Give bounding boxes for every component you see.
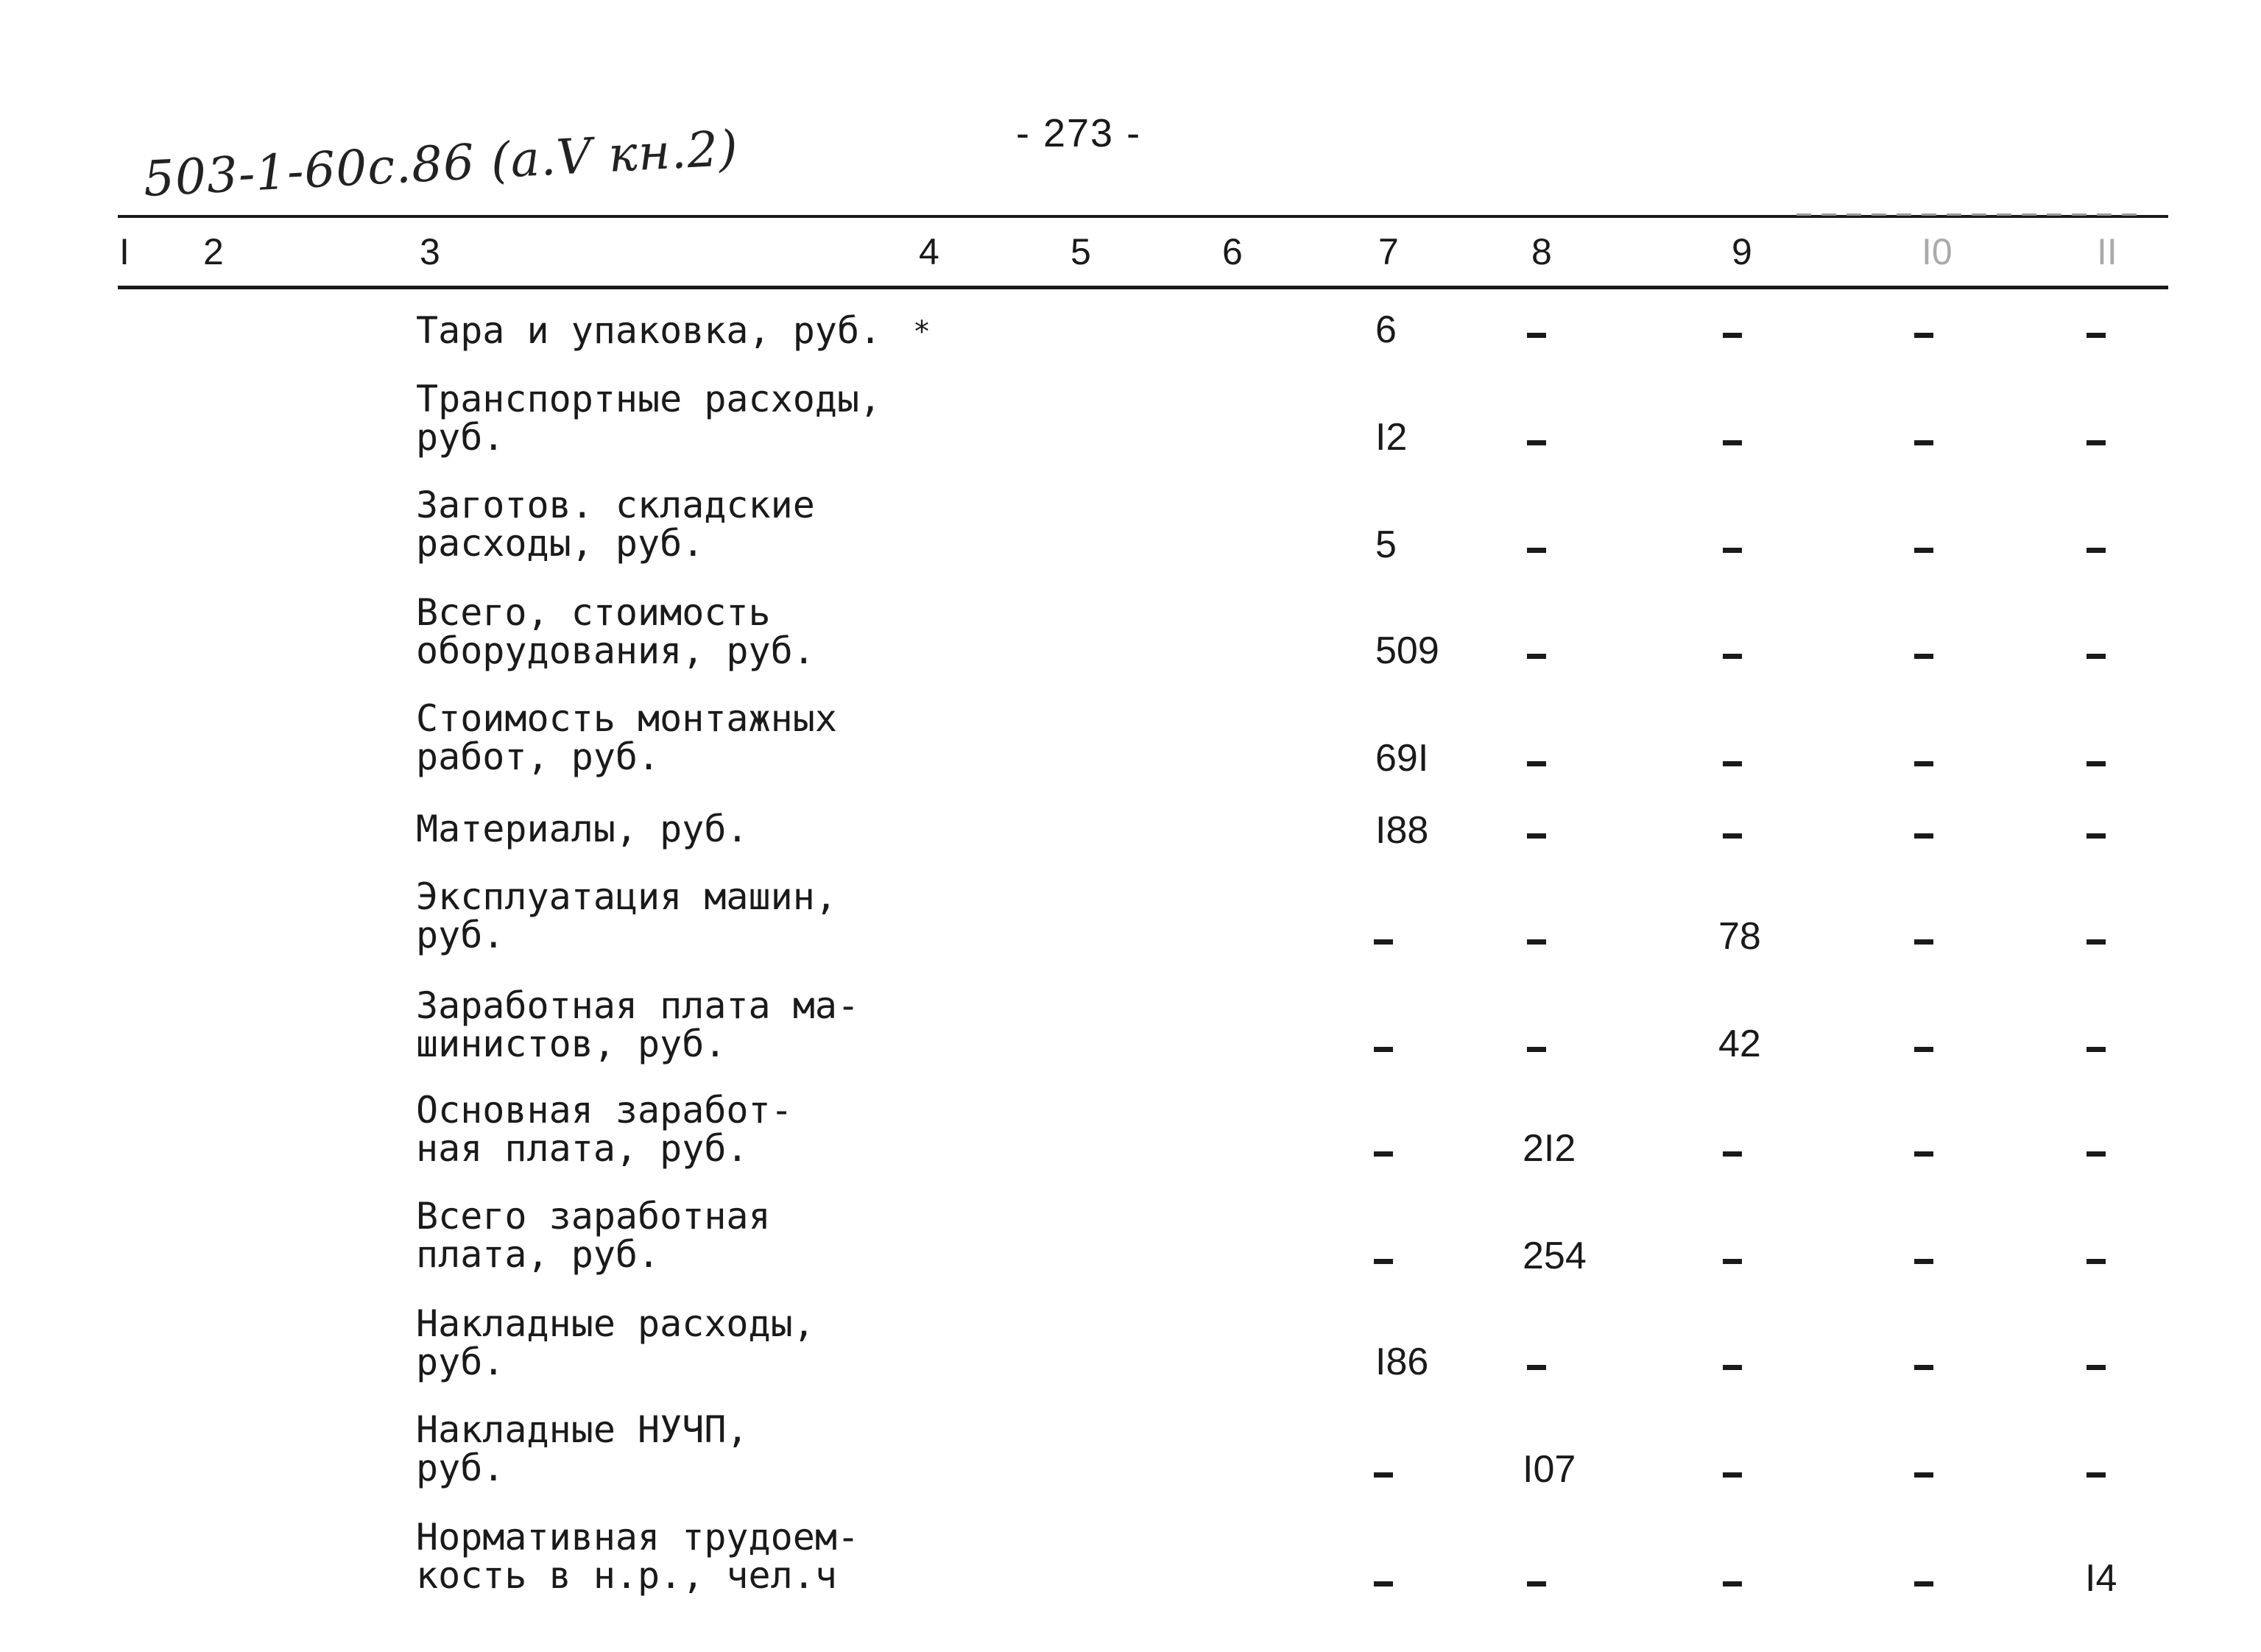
empty-dash-c9 — [1723, 1151, 1742, 1157]
empty-dash-c11 — [2087, 1151, 2106, 1157]
empty-dash-c10 — [1914, 548, 1933, 553]
row-label: Транспортные расходы, руб. — [416, 378, 882, 459]
empty-dash-c8 — [1527, 1365, 1546, 1370]
empty-dash-c9 — [1723, 440, 1742, 445]
empty-dash-c10 — [1914, 1365, 1933, 1370]
row-label: Эксплуатация машин, руб. — [416, 875, 837, 956]
empty-dash-c8 — [1527, 1047, 1546, 1052]
row-label: Стоимость монтажных работ, руб. — [416, 697, 837, 778]
empty-dash-c11 — [2087, 333, 2106, 338]
cell-value-c7: 5 — [1375, 523, 1397, 566]
empty-dash-c8 — [1527, 654, 1546, 659]
empty-dash-c9 — [1723, 654, 1742, 659]
empty-dash-c9 — [1723, 333, 1742, 338]
empty-dash-c11 — [2087, 1259, 2106, 1264]
empty-dash-c9 — [1723, 1581, 1742, 1586]
empty-dash-c9 — [1723, 548, 1742, 553]
row-label: Заработная плата ма- шинистов, руб. — [416, 984, 860, 1065]
cell-value-c7: I88 — [1375, 809, 1429, 852]
empty-dash-c11 — [2087, 1365, 2106, 1370]
column-header-8: 8 — [1531, 231, 1552, 272]
empty-dash-c9 — [1723, 1365, 1742, 1370]
empty-dash-c10 — [1914, 1472, 1933, 1478]
empty-dash-c11 — [2087, 761, 2106, 766]
column-header-3: 3 — [420, 231, 440, 272]
empty-dash-c7 — [1374, 939, 1393, 945]
empty-dash-c8 — [1527, 1581, 1546, 1586]
empty-dash-c9 — [1723, 1472, 1742, 1478]
empty-dash-c10 — [1914, 761, 1933, 766]
column-header-10: I0 — [1922, 231, 1953, 272]
column-header-1: I — [119, 231, 130, 272]
empty-dash-c9 — [1723, 761, 1742, 766]
row-label: Заготов. складские расходы, руб. — [416, 484, 815, 565]
table-top-rule-faint — [1796, 213, 2142, 216]
row-label: Нормативная трудоем- кость в н.р., чел.ч — [416, 1516, 860, 1597]
cell-value-c9: 42 — [1718, 1023, 1761, 1065]
row-label: Накладные расходы, руб. — [416, 1302, 815, 1383]
empty-dash-c9 — [1723, 1259, 1742, 1264]
empty-dash-c7 — [1374, 1151, 1393, 1157]
cell-value-c7: 69I — [1375, 737, 1429, 780]
empty-dash-c11 — [2087, 654, 2106, 659]
empty-dash-c10 — [1914, 440, 1933, 445]
cell-value-c9: 78 — [1718, 915, 1761, 958]
empty-dash-c11 — [2087, 440, 2106, 445]
cell-value-c8: 2I2 — [1523, 1127, 1576, 1170]
document-code-handwritten: 503-1-60с.86 (а.V кн.2) — [141, 119, 740, 208]
empty-dash-c8 — [1527, 440, 1546, 445]
cell-value-c7: 509 — [1375, 629, 1439, 672]
empty-dash-c10 — [1914, 1581, 1933, 1586]
column-header-5: 5 — [1070, 231, 1091, 272]
row-label: Материалы, руб. — [416, 808, 749, 850]
empty-dash-c7 — [1374, 1047, 1393, 1052]
empty-dash-c7 — [1374, 1581, 1393, 1586]
empty-dash-c10 — [1914, 939, 1933, 945]
empty-dash-c7 — [1374, 1472, 1393, 1478]
empty-dash-c8 — [1527, 833, 1546, 839]
cell-value-c7: I2 — [1375, 416, 1408, 459]
empty-dash-c10 — [1914, 1047, 1933, 1052]
footnote-mark: * — [914, 315, 929, 349]
empty-dash-c10 — [1914, 833, 1933, 839]
empty-dash-c10 — [1914, 1259, 1933, 1264]
empty-dash-c8 — [1527, 939, 1546, 945]
row-label: Всего заработная плата, руб. — [416, 1195, 771, 1276]
empty-dash-c9 — [1723, 833, 1742, 839]
cell-value-c11: I4 — [2085, 1557, 2117, 1600]
empty-dash-c10 — [1914, 654, 1933, 659]
header-bottom-rule — [118, 286, 2168, 289]
column-header-7: 7 — [1378, 231, 1399, 272]
empty-dash-c11 — [2087, 833, 2106, 839]
row-label: Накладные НУЧП, руб. — [416, 1408, 749, 1489]
empty-dash-c8 — [1527, 761, 1546, 766]
column-header-9: 9 — [1732, 231, 1752, 272]
column-header-6: 6 — [1222, 231, 1243, 272]
empty-dash-c11 — [2087, 1472, 2106, 1478]
empty-dash-c11 — [2087, 939, 2106, 945]
cell-value-c7: 6 — [1375, 308, 1397, 351]
cell-value-c7: I86 — [1375, 1341, 1429, 1383]
empty-dash-c8 — [1527, 548, 1546, 553]
empty-dash-c8 — [1527, 333, 1546, 338]
row-label: Основная заработ- ная плата, руб. — [416, 1089, 793, 1170]
cell-value-c8: 254 — [1523, 1235, 1587, 1277]
empty-dash-c10 — [1914, 333, 1933, 338]
row-label: Всего, стоимость оборудования, руб. — [416, 591, 815, 672]
empty-dash-c11 — [2087, 548, 2106, 553]
column-header-2: 2 — [203, 231, 224, 272]
cell-value-c8: I07 — [1523, 1448, 1576, 1491]
empty-dash-c11 — [2087, 1047, 2106, 1052]
page-number: - 273 - — [1016, 111, 1142, 155]
column-header-11: II — [2097, 231, 2117, 272]
column-header-4: 4 — [919, 231, 939, 272]
row-label: Тара и упаковка, руб. — [416, 309, 882, 352]
empty-dash-c7 — [1374, 1259, 1393, 1264]
empty-dash-c10 — [1914, 1151, 1933, 1157]
